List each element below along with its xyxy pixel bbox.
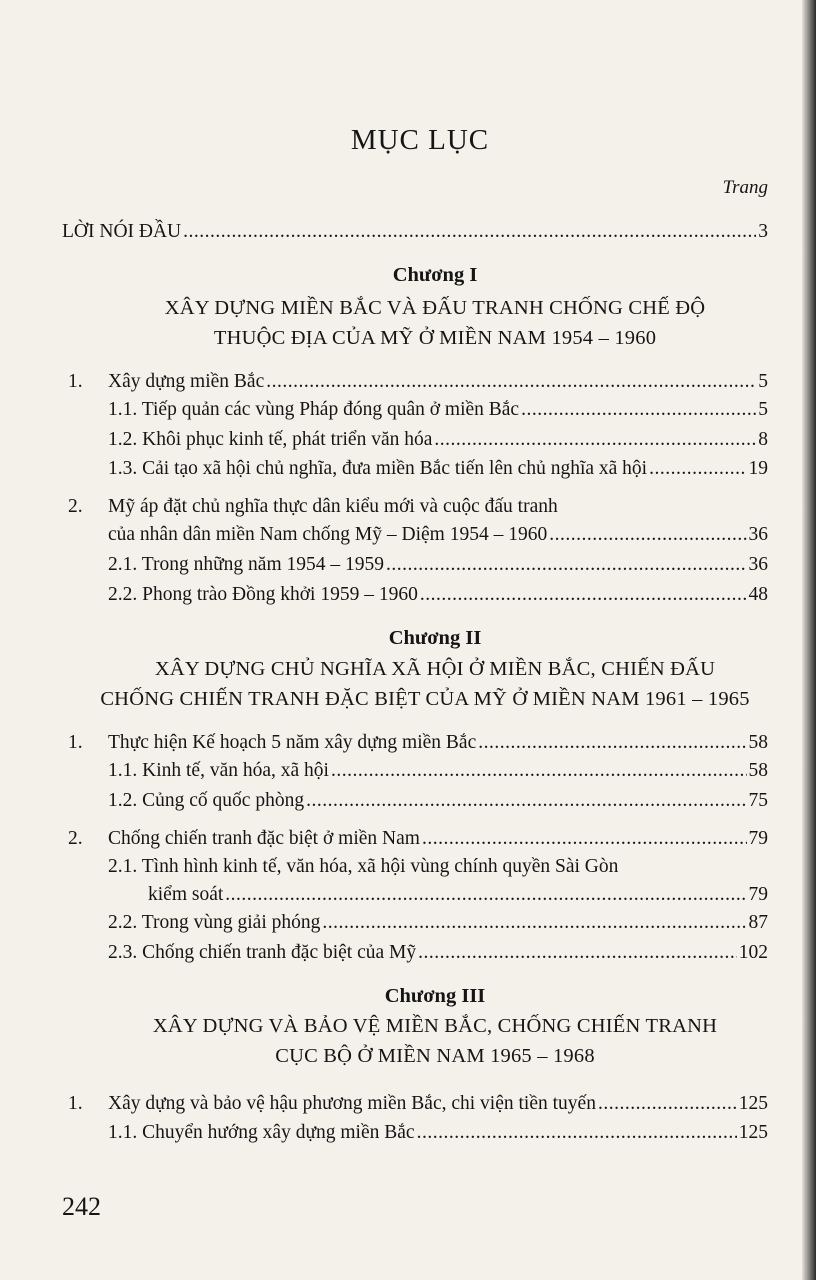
chapter-title-line: CỤC BỘ Ở MIỀN NAM 1965 – 1968 — [275, 1045, 595, 1067]
toc-entry[interactable]: của nhân dân miền Nam chống Mỹ – Diệm 1954 – 1960 ..... 36 — [108, 524, 768, 546]
toc-entry[interactable]: 1.2. Khôi phục kinh tế, phát triển văn hóa ..... 8 — [108, 429, 768, 451]
chapter-heading: Chương II — [388, 627, 482, 649]
section-number: 1. — [68, 1093, 83, 1114]
section-number: 1. — [68, 371, 83, 392]
toc-entry-preface[interactable]: LỜI NÓI ĐẦU ..... 3 — [62, 221, 768, 243]
toc-entry[interactable]: 1.1. Kinh tế, văn hóa, xã hội ..... 58 — [108, 760, 768, 782]
chapter-title-line: XÂY DỰNG MIỀN BẮC VÀ ĐẤU TRANH CHỐNG CHẾ ĐỘ — [164, 297, 706, 319]
page-column-label: Trang — [722, 177, 768, 198]
toc-entry[interactable]: Xây dựng và bảo vệ hậu phương miền Bắc, chi viện tiền tuyến ..... 125 — [108, 1093, 768, 1115]
toc-entry[interactable]: 1.2. Củng cố quốc phòng ..... 75 — [108, 790, 768, 812]
page-number: 242 — [62, 1192, 101, 1221]
page-title: MỤC LỤC — [350, 124, 490, 156]
chapter-title-line: XÂY DỰNG CHỦ NGHĨA XÃ HỘI Ở MIỀN BẮC, CHIẾN ĐẤU — [154, 658, 716, 680]
toc-entry[interactable]: 2.3. Chống chiến tranh đặc biệt của Mỹ ..... 102 — [108, 942, 768, 964]
toc-entry[interactable]: 2.2. Phong trào Đồng khởi 1959 – 1960 ..... 48 — [108, 584, 768, 606]
section-number: 2. — [68, 496, 83, 517]
toc-entry[interactable]: Thực hiện Kế hoạch 5 năm xây dựng miền Bắc ..... 58 — [108, 732, 768, 754]
toc-entry[interactable]: 1.1. Chuyển hướng xây dựng miền Bắc ..... 125 — [108, 1122, 768, 1144]
chapter-title-line: THUỘC ĐỊA CỦA MỸ Ở MIỀN NAM 1954 – 1960 — [213, 327, 657, 349]
chapter-heading: Chương I — [392, 264, 478, 286]
chapter-title-line: CHỐNG CHIẾN TRANH ĐẶC BIỆT CỦA MỸ Ở MIỀN NAM 1961 – 1965 — [100, 688, 750, 710]
toc-entry-line: Mỹ áp đặt chủ nghĩa thực dân kiểu mới và cuộc đấu tranh — [108, 496, 558, 517]
toc-entry[interactable]: 2.2. Trong vùng giải phóng ..... 87 — [108, 912, 768, 934]
toc-entry[interactable]: 1.3. Cải tạo xã hội chủ nghĩa, đưa miền Bắc tiến lên chủ nghĩa xã hội ..... 19 — [108, 458, 768, 480]
toc-entry[interactable]: Xây dựng miền Bắc ..... 5 — [108, 371, 768, 393]
leader-dots — [183, 221, 756, 243]
toc-entry[interactable]: kiểm soát ..... 79 — [148, 884, 768, 906]
chapter-title-line: XÂY DỰNG VÀ BẢO VỆ MIỀN BẮC, CHỐNG CHIẾN TRANH — [152, 1015, 718, 1037]
toc-entry-line: 2.1. Tình hình kinh tế, văn hóa, xã hội vùng chính quyền Sài Gòn — [108, 856, 619, 877]
section-number: 2. — [68, 828, 83, 849]
toc-entry[interactable]: 1.1. Tiếp quản các vùng Pháp đóng quân ở miền Bắc ..... 5 — [108, 399, 768, 421]
toc-entry[interactable]: 2.1. Trong những năm 1954 – 1959 ..... 36 — [108, 554, 768, 576]
section-number: 1. — [68, 732, 83, 753]
chapter-heading: Chương III — [384, 985, 486, 1007]
toc-entry[interactable]: Chống chiến tranh đặc biệt ở miền Nam ..... 79 — [108, 828, 768, 850]
